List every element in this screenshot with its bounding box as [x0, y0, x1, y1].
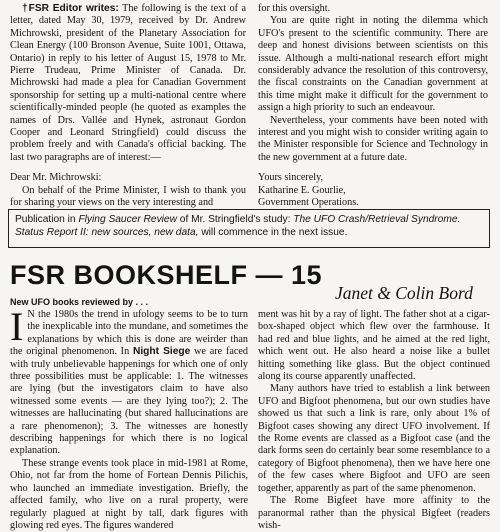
notice-pre: Publication in	[15, 214, 79, 225]
review-para-4: Many authors have tried to establish a link between UFO and Bigfoot phenomena, but our own studies have showed us that such a link is rare, only about 1% of Bigfoot cases showing any direct UFO involvement. If the Rome events are classed as a Bigfoot case (and the dark forms seen do certainly bear some resemblance to a category of Bigfoot phenomena), then we have here one of the few cases where Bigfoot and UFO are seen together, apparently as part of the same phenomenon.	[258, 383, 490, 494]
review-para-1-b: we are faced with truly unbelievable happenings for which one of only three possibilities must be applicable: 1. The witnesses are lying (but the investigators claim to have also witnessed some events — are they lying too?); 2. The witnesses are hallucinating (but shared hallucinations are a rare phenomenon); 3. The witnesses are honestly describing happenings for which there is no logical explanation.	[10, 346, 248, 457]
review-column-right	[258, 309, 490, 532]
letter-para-3: Nevertheless, your comments have been noted with interest and you might wish to consider writing again to the Minister responsible for Science and Technology in the new government at a future date.	[258, 114, 488, 163]
notice-journal: Flying Saucer Review	[78, 214, 177, 225]
notice-study-title: The UFO Crash/Retrieval Syndrome. Status Report II: new sources, new data,	[15, 214, 461, 238]
reviewer-names: Janet & Colin Bord	[335, 283, 473, 303]
review-para-5: The Rome Bigfeet have more affinity to the paranormal rather than the physical Bigfeet (readers wish-	[258, 495, 490, 531]
review-column-left	[10, 304, 248, 532]
letter-salutation: Dear Mr. Michrowski:	[10, 172, 102, 184]
notice-post: will commence in the next issue.	[198, 227, 348, 238]
letter-column-right	[258, 3, 488, 210]
review-para-2: These strange events took place in mid-1981 at Rome, Ohio, not far from the home of Fortean Dennis Pilichis, who launched an immediate investigation. Briefly, the affected family, who live on a rural property, were regularly plagued at night by tall, dark figures with glowing red eyes. The figures wandered	[10, 457, 248, 531]
editor-intro	[10, 3, 246, 164]
drop-cap: I	[10, 304, 24, 349]
section-subhead: New UFO books reviewed by . . .	[10, 297, 149, 307]
letter-signer-dept: Government Operations.	[258, 197, 359, 209]
letter-para-2: You are quite right in noting the dilemma which UFO's present to the scientific community. There are deep and honest divisions between scientists on this issue. Although a multi-national research effort might considerably advance the resolution of this controversy, the fiscal constraints on the Canadian government at this time might make it difficult for the government to assign a high priority to such an endeavour.	[258, 15, 488, 114]
letter-closing: Yours sincerely,	[258, 172, 324, 184]
section-title: FSR BOOKSHELF — 15	[10, 260, 323, 290]
editor-intro-text: The following is the text of a letter, dated May 30, 1979, received by Dr. Andrew Michrowski, president of the Planetary Association for Clean Energy (100 Bronson Avenue, Suite 1001, Ottawa, Ontario) in reply to his letter of August 15, 1978 to Mr. Pierre Trudeau, Prime Minister of Canada. Dr. Michrowski had made a plea for Canadian Government sponsorship for setting up a multi-national centre where scientifically-minded people (he quoted as examples the names of Drs. Vallée and Hynek, astronaut Gordon Cooper and Leonard Stringfield) could discuss the problem freely and with Canada's official backing. The last two paragraphs are of interest:—	[10, 3, 247, 163]
letter-column-left	[10, 3, 246, 210]
notice-mid: of Mr. Stringfield's study:	[176, 214, 294, 225]
review-para-1	[10, 304, 248, 458]
letter-para-1-cont: for this oversight.	[258, 3, 331, 14]
book-title-night-siege: Night Siege	[132, 346, 191, 358]
letter-signer: Katharine E. Gourlie,	[258, 184, 346, 196]
publication-notice	[8, 209, 490, 248]
letter-para-1: On behalf of the Prime Minister, I wish to thank you for sharing your views on the very interesting and	[10, 184, 246, 209]
review-para-3: ment was hit by a ray of light. The father shot at a cigar-box-shaped object which flew over the farmhouse. It had red and blue lights, and he aimed at the red light, which went out. He also heard a noise like a bullet hitting something like glass. But the object continued along its course apparently unaffected.	[258, 309, 490, 383]
editor-lead: †FSR Editor writes:	[22, 3, 119, 14]
review-para-1-a: N the 1980s the trend in ufology seems to be to turn the inexplicable into the mundane, and sometimes the explanations by which this is done are weirder than the original phenomenon. In	[10, 309, 248, 358]
